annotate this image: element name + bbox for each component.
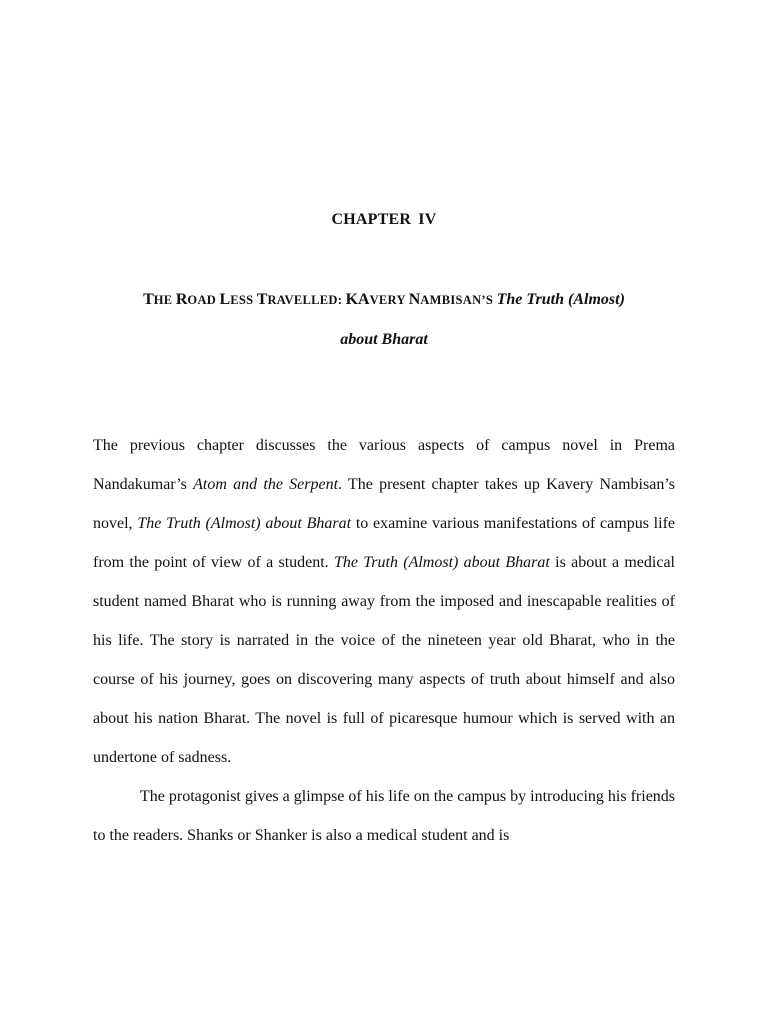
title-text-ravelled: RAVELLED: <box>267 293 346 307</box>
p1-text-3: to examine various manifestations of campus life from the point of view of a student. <box>93 515 675 571</box>
p1-italic-title-3: The Truth (Almost) about Bharat <box>333 554 550 571</box>
title-initial-t2: T <box>256 291 268 308</box>
paragraph-2 <box>93 777 675 855</box>
title-initial-ka: KA <box>345 291 370 308</box>
p1-text-4: is about a medical student named Bharat who is running away from the imposed and inescapable realities of his life. The story is narrated in the voice of the nineteen year old Bharat, who in the course of his journey, goes on discovering many aspects of truth about himself and also about his nation Bharat. The novel is full of picaresque humour which is served with an undertone of sadness. <box>93 554 675 766</box>
paragraph-1 <box>93 426 675 777</box>
chapter-title <box>93 280 675 359</box>
body-text <box>93 426 675 855</box>
title-book-line2: about Bharat <box>340 331 428 348</box>
p1-text-1: The previous chapter discusses the various aspects of campus novel in Prema Nandakumar’s <box>93 437 675 493</box>
title-book-line1: The Truth (Almost) <box>496 291 625 308</box>
title-text-he: HE <box>153 293 176 307</box>
title-initial-r: R <box>175 291 188 308</box>
title-initial-t: T <box>143 291 154 308</box>
chapter-heading: CHAPTER IV <box>331 211 437 228</box>
title-text-ambisans: AMBISAN’S <box>420 293 497 307</box>
p1-italic-title-1: Atom and the Serpent <box>193 476 339 493</box>
title-initial-l: L <box>219 291 231 308</box>
title-initial-n: N <box>408 291 421 308</box>
p1-italic-title-2: The Truth (Almost) about Bharat <box>137 515 352 532</box>
title-text-oad: OAD <box>187 293 220 307</box>
title-text-very: VERY <box>369 293 409 307</box>
p1-text-2: . The present chapter takes up Kavery Nambisan’s novel, <box>93 476 676 532</box>
title-text-ess: ESS <box>230 293 257 307</box>
p2-text-1: The protagonist gives a glimpse of his life on the campus by introducing his friends to the readers. Shanks or Shanker is also a medical student and is <box>93 788 676 844</box>
